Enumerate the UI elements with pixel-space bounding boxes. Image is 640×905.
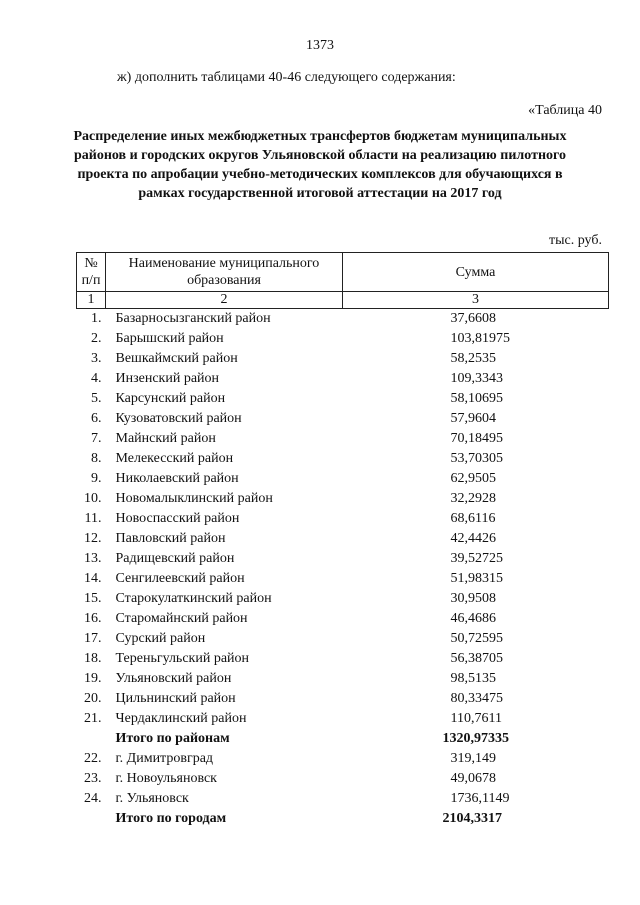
table-row [77,489,609,509]
column-number-1: 1 [77,292,106,309]
amount: 80,33475 [450,691,503,706]
header-name: Наименование муниципального образования [106,253,343,292]
municipality-name: Николаевский район [115,471,239,486]
row-number: 15. [84,591,102,606]
municipality-name: г. Димитровград [115,751,214,766]
row-number: 23. [84,771,102,786]
table-row [77,589,609,609]
column-number-3: 3 [343,292,609,309]
table-row [77,569,609,589]
table-row [77,509,609,529]
table-row [77,529,609,549]
header-sum: Сумма [343,253,609,292]
municipality-name: г. Ульяновск [115,791,189,806]
total-amount: 1320,97335 [442,731,509,746]
row-number: 24. [84,791,102,806]
amount: 58,10695 [450,391,503,406]
municipality-name: Кузоватовский район [115,411,242,426]
municipality-name: Базарносызганский район [115,311,271,326]
row-number: 20. [84,691,102,706]
amount: 37,6608 [450,311,496,326]
amount: 50,72595 [450,631,503,646]
municipality-name: Старомайнский район [115,611,248,626]
municipality-name: Инзенский район [115,371,220,386]
row-number: 13. [84,551,102,566]
municipality-name: Ульяновский район [115,671,232,686]
table-row [77,669,609,689]
row-number: 8. [91,451,102,466]
municipality-name: Павловский район [115,531,226,546]
table-row [77,549,609,569]
municipality-name: Сурский район [115,631,206,646]
amount: 42,4426 [450,531,496,546]
row-number: 10. [84,491,102,506]
amount: 319,149 [450,751,496,766]
amount: 58,2535 [450,351,496,366]
table-row [77,789,609,809]
row-number: 1. [91,311,102,326]
row-number: 9. [91,471,102,486]
header-num: № п/п [77,253,106,292]
table-row [77,629,609,649]
cities-total-row [77,809,609,829]
column-numbers-row [77,292,609,309]
districts-total-row [77,729,609,749]
total-label: Итого по районам [115,731,230,746]
row-number: 7. [91,431,102,446]
amount: 57,9604 [450,411,496,426]
municipality-name: Майнский район [115,431,216,446]
amount: 32,2928 [450,491,496,506]
row-number: 4. [91,371,102,386]
municipality-name: Цильнинский район [115,691,236,706]
column-number-2: 2 [106,292,343,309]
amount: 103,81975 [450,331,510,346]
amount: 110,7611 [450,711,502,726]
municipality-name: Новомалыклинский район [115,491,273,506]
row-number: 6. [91,411,102,426]
amount: 49,0678 [450,771,496,786]
municipality-name: Новоспасский район [115,511,240,526]
row-number: 5. [91,391,102,406]
total-spacer [77,729,106,749]
intro-text: ж) дополнить таблицами 40-46 следующего содержания: [117,70,456,85]
amount: 51,98315 [450,571,503,586]
table-row [77,409,609,429]
table-row [77,649,609,669]
total-spacer [77,809,106,829]
table-body [77,309,609,830]
table-row [77,769,609,789]
municipality-name: Радищевский район [115,551,235,566]
document-title: Распределение иных межбюджетных трансфертов бюджетам муниципальных районов и городских округов Ульяновской области на реализацию пилотного проекта по апробации учебно-методических комплексов для обучающихся в рамках государственной итоговой аттестации на 2017 год [73,129,567,201]
units-label: тыс. руб. [549,233,602,248]
table-row [77,469,609,489]
table-row [77,689,609,709]
row-number: 11. [84,511,102,526]
municipality-name: Тереньгульский район [115,651,250,666]
amount: 70,18495 [450,431,503,446]
amount: 53,70305 [450,451,503,466]
municipality-name: Мелекесский район [115,451,234,466]
row-number: 19. [84,671,102,686]
amount: 62,9505 [450,471,496,486]
amount: 109,3343 [450,371,503,386]
row-number: 18. [84,651,102,666]
table-row [77,329,609,349]
table-header-row [77,253,609,292]
row-number: 14. [84,571,102,586]
amount: 39,52725 [450,551,503,566]
distribution-table [76,252,609,829]
municipality-name: Сенгилеевский район [115,571,245,586]
amount: 56,38705 [450,651,503,666]
row-number: 22. [84,751,102,766]
municipality-name: Старокулаткинский район [115,591,272,606]
table-row [77,389,609,409]
municipality-name: Карсунский район [115,391,226,406]
table-row [77,429,609,449]
table-row [77,609,609,629]
table-row [77,709,609,729]
table-row [77,449,609,469]
total-amount: 2104,3317 [442,811,502,826]
municipality-name: г. Новоульяновск [115,771,217,786]
amount: 46,4686 [450,611,496,626]
municipality-name: Чердаклинский район [115,711,247,726]
table-label: «Таблица 40 [528,103,602,118]
page-number: 1373 [306,38,334,53]
row-number: 12. [84,531,102,546]
amount: 30,9508 [450,591,496,606]
row-number: 16. [84,611,102,626]
amount: 1736,1149 [450,791,510,806]
table-row [77,309,609,330]
table-row [77,749,609,769]
total-label: Итого по городам [115,811,227,826]
municipality-name: Барышский район [115,331,224,346]
row-number: 3. [91,351,102,366]
amount: 98,5135 [450,671,496,686]
municipality-name: Вешкаймский район [115,351,238,366]
table-row [77,369,609,389]
row-number: 2. [91,331,102,346]
row-number: 17. [84,631,102,646]
table-row [77,349,609,369]
row-number: 21. [84,711,102,726]
amount: 68,6116 [450,511,496,526]
